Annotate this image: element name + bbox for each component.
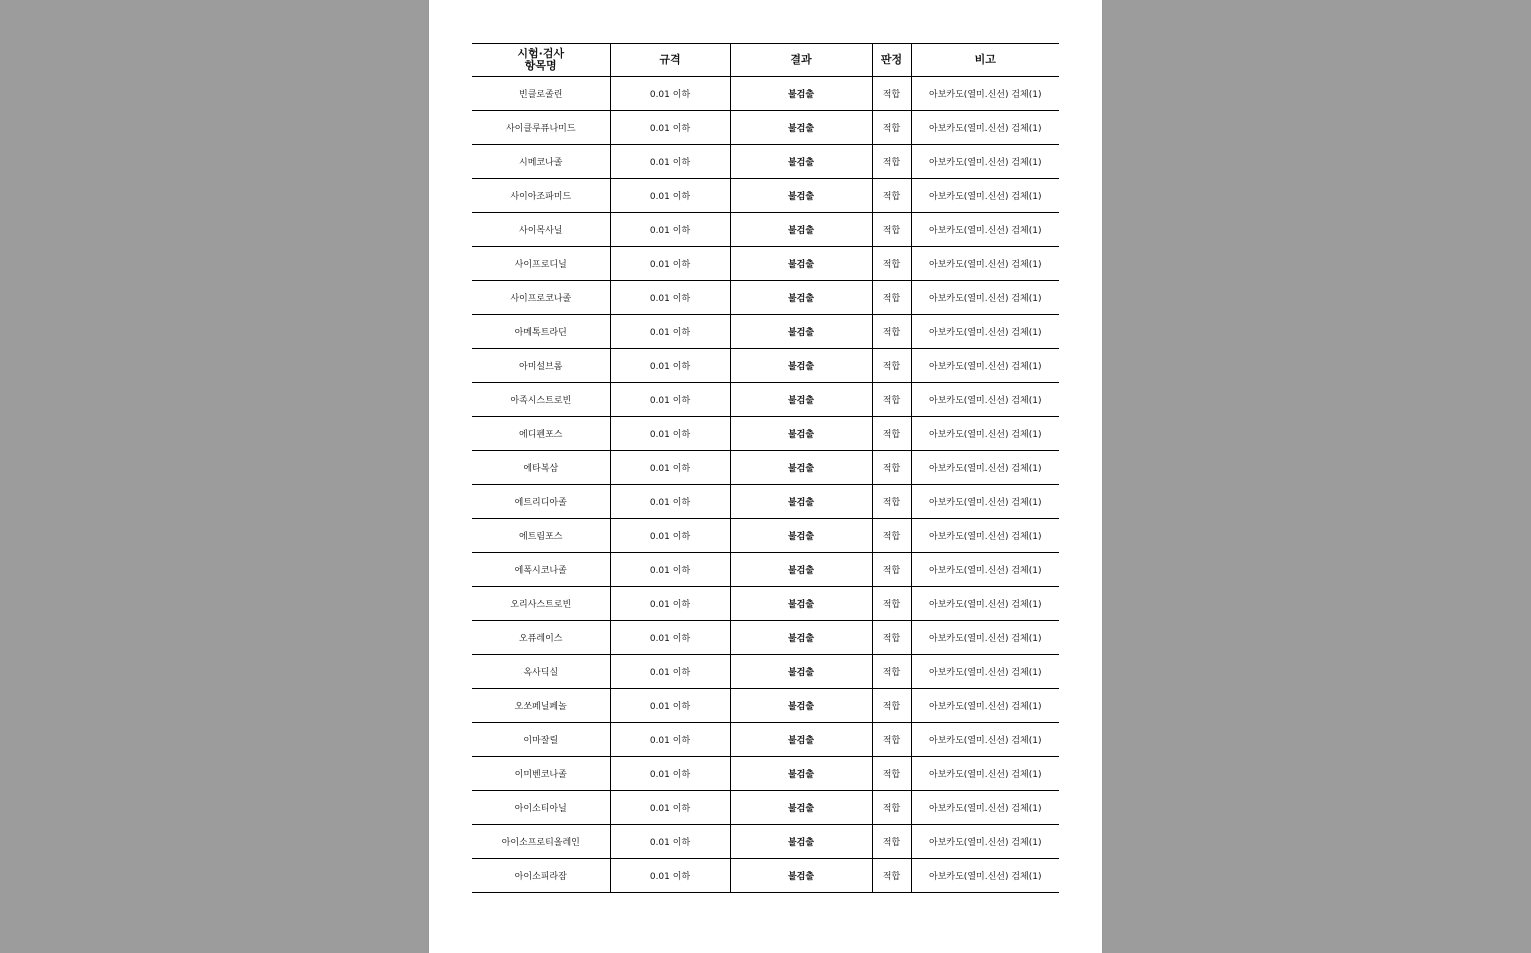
table-row xyxy=(472,349,1059,383)
cell-remarks: 아보카도(열미.신선) 검체(1) xyxy=(911,621,1059,655)
cell-spec: 0.01 이하 xyxy=(610,723,730,757)
table-row xyxy=(472,485,1059,519)
cell-judgement: 적합 xyxy=(872,145,911,179)
header-result: 결과 xyxy=(730,44,872,77)
cell-spec: 0.01 이하 xyxy=(610,655,730,689)
header-remarks: 비고 xyxy=(911,44,1059,77)
cell-remarks: 아보카도(열미.신선) 검체(1) xyxy=(911,451,1059,485)
table-row xyxy=(472,655,1059,689)
cell-remarks: 아보카도(열미.신선) 검체(1) xyxy=(911,519,1059,553)
cell-judgement: 적합 xyxy=(872,349,911,383)
cell-item-name: 에디펜포스 xyxy=(472,417,610,451)
cell-judgement: 적합 xyxy=(872,281,911,315)
cell-spec: 0.01 이하 xyxy=(610,757,730,791)
table-row xyxy=(472,111,1059,145)
cell-spec: 0.01 이하 xyxy=(610,417,730,451)
table-row xyxy=(472,77,1059,111)
cell-judgement: 적합 xyxy=(872,111,911,145)
cell-judgement: 적합 xyxy=(872,553,911,587)
cell-result: 불검출 xyxy=(730,655,872,689)
cell-item-name: 사이프로코나졸 xyxy=(472,281,610,315)
header-judgement: 판정 xyxy=(872,44,911,77)
cell-result: 불검출 xyxy=(730,723,872,757)
table-row xyxy=(472,383,1059,417)
cell-judgement: 적합 xyxy=(872,519,911,553)
table-row xyxy=(472,859,1059,893)
cell-judgement: 적합 xyxy=(872,213,911,247)
cell-spec: 0.01 이하 xyxy=(610,485,730,519)
cell-judgement: 적합 xyxy=(872,383,911,417)
cell-remarks: 아보카도(열미.신선) 검체(1) xyxy=(911,349,1059,383)
table-row xyxy=(472,587,1059,621)
table-row xyxy=(472,315,1059,349)
cell-spec: 0.01 이하 xyxy=(610,621,730,655)
cell-judgement: 적합 xyxy=(872,179,911,213)
cell-result: 불검출 xyxy=(730,621,872,655)
table-row xyxy=(472,519,1059,553)
cell-spec: 0.01 이하 xyxy=(610,383,730,417)
table-row xyxy=(472,791,1059,825)
cell-judgement: 적합 xyxy=(872,689,911,723)
cell-spec: 0.01 이하 xyxy=(610,111,730,145)
cell-spec: 0.01 이하 xyxy=(610,247,730,281)
table-header-row xyxy=(472,44,1059,77)
cell-item-name: 오퓨레이스 xyxy=(472,621,610,655)
cell-remarks: 아보카도(열미.신선) 검체(1) xyxy=(911,791,1059,825)
table-row xyxy=(472,451,1059,485)
cell-item-name: 에타복삼 xyxy=(472,451,610,485)
cell-item-name: 시메코나졸 xyxy=(472,145,610,179)
cell-result: 불검출 xyxy=(730,247,872,281)
cell-item-name: 오쏘페닐페놀 xyxy=(472,689,610,723)
test-results-table xyxy=(472,43,1059,893)
cell-item-name: 이미벤코나졸 xyxy=(472,757,610,791)
cell-spec: 0.01 이하 xyxy=(610,145,730,179)
cell-result: 불검출 xyxy=(730,77,872,111)
cell-result: 불검출 xyxy=(730,179,872,213)
cell-remarks: 아보카도(열미.신선) 검체(1) xyxy=(911,179,1059,213)
cell-judgement: 적합 xyxy=(872,587,911,621)
table-row xyxy=(472,213,1059,247)
cell-spec: 0.01 이하 xyxy=(610,77,730,111)
cell-remarks: 아보카도(열미.신선) 검체(1) xyxy=(911,111,1059,145)
cell-spec: 0.01 이하 xyxy=(610,791,730,825)
cell-judgement: 적합 xyxy=(872,247,911,281)
cell-spec: 0.01 이하 xyxy=(610,859,730,893)
cell-result: 불검출 xyxy=(730,553,872,587)
cell-judgement: 적합 xyxy=(872,77,911,111)
cell-item-name: 옥사딕실 xyxy=(472,655,610,689)
cell-judgement: 적합 xyxy=(872,655,911,689)
cell-result: 불검출 xyxy=(730,485,872,519)
cell-spec: 0.01 이하 xyxy=(610,825,730,859)
cell-remarks: 아보카도(열미.신선) 검체(1) xyxy=(911,281,1059,315)
table-row xyxy=(472,281,1059,315)
cell-remarks: 아보카도(열미.신선) 검체(1) xyxy=(911,247,1059,281)
cell-remarks: 아보카도(열미.신선) 검체(1) xyxy=(911,825,1059,859)
cell-item-name: 빈클로졸린 xyxy=(472,77,610,111)
cell-item-name: 사이프로디닐 xyxy=(472,247,610,281)
cell-judgement: 적합 xyxy=(872,859,911,893)
cell-remarks: 아보카도(열미.신선) 검체(1) xyxy=(911,383,1059,417)
cell-spec: 0.01 이하 xyxy=(610,689,730,723)
cell-judgement: 적합 xyxy=(872,451,911,485)
cell-spec: 0.01 이하 xyxy=(610,315,730,349)
cell-result: 불검출 xyxy=(730,791,872,825)
cell-remarks: 아보카도(열미.신선) 검체(1) xyxy=(911,77,1059,111)
cell-judgement: 적합 xyxy=(872,621,911,655)
cell-remarks: 아보카도(열미.신선) 검체(1) xyxy=(911,655,1059,689)
cell-judgement: 적합 xyxy=(872,315,911,349)
table-row xyxy=(472,553,1059,587)
document-page xyxy=(429,0,1102,953)
cell-remarks: 아보카도(열미.신선) 검체(1) xyxy=(911,213,1059,247)
cell-result: 불검출 xyxy=(730,859,872,893)
cell-judgement: 적합 xyxy=(872,791,911,825)
cell-judgement: 적합 xyxy=(872,825,911,859)
cell-remarks: 아보카도(열미.신선) 검체(1) xyxy=(911,757,1059,791)
cell-item-name: 에트리디아졸 xyxy=(472,485,610,519)
cell-remarks: 아보카도(열미.신선) 검체(1) xyxy=(911,315,1059,349)
cell-remarks: 아보카도(열미.신선) 검체(1) xyxy=(911,417,1059,451)
table-row xyxy=(472,621,1059,655)
cell-result: 불검출 xyxy=(730,519,872,553)
cell-spec: 0.01 이하 xyxy=(610,349,730,383)
cell-remarks: 아보카도(열미.신선) 검체(1) xyxy=(911,723,1059,757)
cell-result: 불검출 xyxy=(730,145,872,179)
cell-item-name: 아족시스트로빈 xyxy=(472,383,610,417)
cell-result: 불검출 xyxy=(730,587,872,621)
cell-item-name: 아미설브롬 xyxy=(472,349,610,383)
cell-result: 불검출 xyxy=(730,315,872,349)
cell-item-name: 에트림포스 xyxy=(472,519,610,553)
table-row xyxy=(472,723,1059,757)
table-row xyxy=(472,145,1059,179)
cell-item-name: 사이목사닐 xyxy=(472,213,610,247)
cell-item-name: 아이소티아닐 xyxy=(472,791,610,825)
cell-remarks: 아보카도(열미.신선) 검체(1) xyxy=(911,485,1059,519)
cell-judgement: 적합 xyxy=(872,417,911,451)
cell-item-name: 오리사스트로빈 xyxy=(472,587,610,621)
cell-result: 불검출 xyxy=(730,825,872,859)
cell-result: 불검출 xyxy=(730,757,872,791)
header-item-name xyxy=(472,44,610,77)
cell-judgement: 적합 xyxy=(872,723,911,757)
header-spec: 규격 xyxy=(610,44,730,77)
cell-result: 불검출 xyxy=(730,349,872,383)
table-row xyxy=(472,417,1059,451)
cell-remarks: 아보카도(열미.신선) 검체(1) xyxy=(911,859,1059,893)
cell-spec: 0.01 이하 xyxy=(610,587,730,621)
cell-result: 불검출 xyxy=(730,383,872,417)
cell-item-name: 아메톡트라딘 xyxy=(472,315,610,349)
cell-result: 불검출 xyxy=(730,451,872,485)
cell-spec: 0.01 이하 xyxy=(610,519,730,553)
cell-judgement: 적합 xyxy=(872,485,911,519)
cell-remarks: 아보카도(열미.신선) 검체(1) xyxy=(911,145,1059,179)
cell-item-name: 아이소피라잠 xyxy=(472,859,610,893)
cell-item-name: 사이클루퓨나미드 xyxy=(472,111,610,145)
cell-item-name: 에폭시코나졸 xyxy=(472,553,610,587)
cell-result: 불검출 xyxy=(730,111,872,145)
cell-result: 불검출 xyxy=(730,213,872,247)
cell-item-name: 사이아조파미드 xyxy=(472,179,610,213)
cell-result: 불검출 xyxy=(730,689,872,723)
cell-item-name: 아이소프로티올레인 xyxy=(472,825,610,859)
table-row xyxy=(472,825,1059,859)
header-item-name-line1: 시험·검사 xyxy=(517,47,565,60)
table-body xyxy=(472,77,1059,893)
header-item-name-line2: 항목명 xyxy=(524,59,557,72)
cell-judgement: 적합 xyxy=(872,757,911,791)
cell-spec: 0.01 이하 xyxy=(610,281,730,315)
table-row xyxy=(472,247,1059,281)
cell-spec: 0.01 이하 xyxy=(610,179,730,213)
cell-spec: 0.01 이하 xyxy=(610,553,730,587)
cell-spec: 0.01 이하 xyxy=(610,213,730,247)
cell-remarks: 아보카도(열미.신선) 검체(1) xyxy=(911,689,1059,723)
cell-spec: 0.01 이하 xyxy=(610,451,730,485)
table-row xyxy=(472,179,1059,213)
table-row xyxy=(472,757,1059,791)
cell-result: 불검출 xyxy=(730,281,872,315)
table-row xyxy=(472,689,1059,723)
cell-result: 불검출 xyxy=(730,417,872,451)
cell-remarks: 아보카도(열미.신선) 검체(1) xyxy=(911,587,1059,621)
cell-remarks: 아보카도(열미.신선) 검체(1) xyxy=(911,553,1059,587)
cell-item-name: 이마잘릴 xyxy=(472,723,610,757)
